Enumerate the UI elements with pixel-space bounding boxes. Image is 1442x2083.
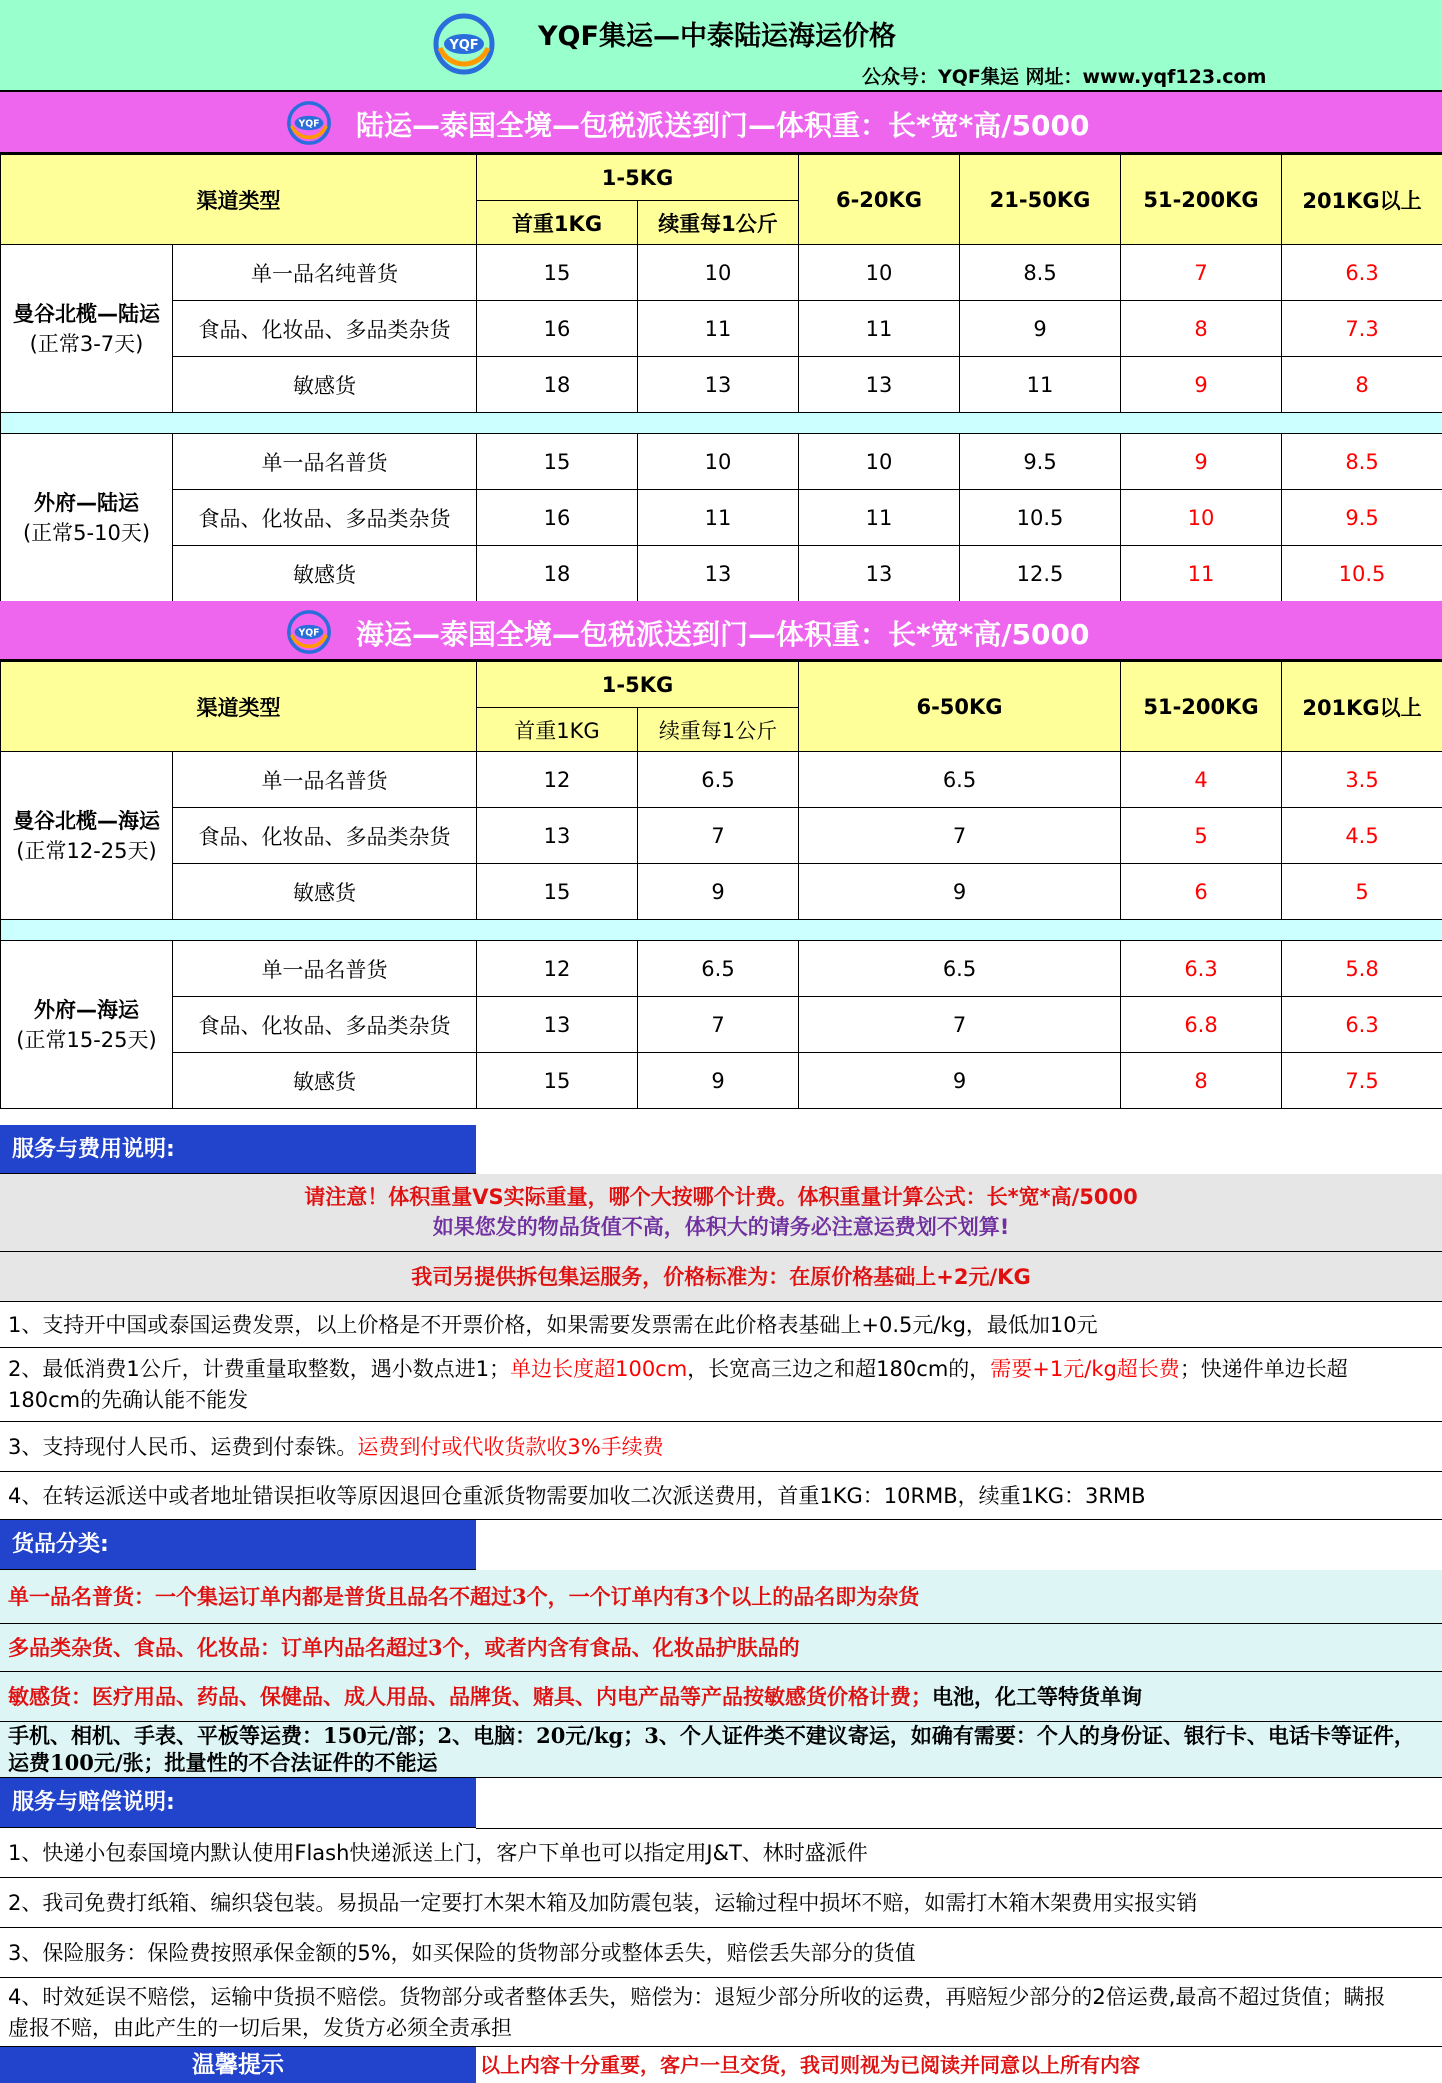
cargo-type: 单一品名普货 xyxy=(173,434,477,490)
svg-text:YQF: YQF xyxy=(298,627,320,639)
yqf-logo-icon xyxy=(432,12,496,76)
price-first: 15 xyxy=(477,434,638,490)
price-201: 10.5 xyxy=(1282,546,1442,602)
table-row xyxy=(1,245,1442,301)
volume-notice-line2: 如果您发的物品货值不高，体积大的请务必注意运费划不划算! xyxy=(432,1215,1010,1239)
unpack-notice: 我司另提供拆包集运服务，价格标准为：在原价格基础上+2元/KG xyxy=(0,1252,1442,1302)
price-51-200: 6.3 xyxy=(1121,941,1282,997)
route-cell xyxy=(1,752,173,920)
cargo-type: 单一品名纯普货 xyxy=(173,245,477,301)
price-51-200: 8 xyxy=(1121,1053,1282,1109)
price-51-200: 11 xyxy=(1121,546,1282,602)
header-channel: 渠道类型 xyxy=(1,155,477,245)
price-6-50: 7 xyxy=(799,997,1121,1053)
service-item-2-c: ，长宽高三边之和超180cm的， xyxy=(687,1357,991,1381)
header-21-50kg: 21-50KG xyxy=(960,155,1121,245)
route-name: 曼谷北榄—海运 xyxy=(13,808,160,833)
sea-heading-text: 海运—泰国全境—包税派送到门—体积重：长*宽*高/5000 xyxy=(356,618,1090,651)
service-label-blank xyxy=(476,1125,1442,1175)
price-cont: 6.5 xyxy=(638,941,799,997)
compensation-label-blank xyxy=(476,1778,1442,1829)
price-first: 15 xyxy=(477,1053,638,1109)
price-201: 6.3 xyxy=(1282,997,1442,1053)
service-item-3-b: 运费到付或代收货款收3%手续费 xyxy=(357,1435,664,1459)
footer-text: 以上内容十分重要，客户一旦交货，我司则视为已阅读并同意以上所有内容 xyxy=(480,2053,1140,2077)
price-first: 13 xyxy=(477,808,638,864)
price-21-50: 12.5 xyxy=(960,546,1121,602)
price-6-50: 9 xyxy=(799,864,1121,920)
price-51-200: 7 xyxy=(1121,245,1282,301)
price-cont: 10 xyxy=(638,245,799,301)
sea-price-table xyxy=(0,661,1442,1109)
price-first: 16 xyxy=(477,490,638,546)
price-51-200: 10 xyxy=(1121,490,1282,546)
price-cont: 7 xyxy=(638,808,799,864)
table-row xyxy=(1,434,1442,490)
compensation-item-2: 2、我司免费打纸箱、编织袋包装。易损品一定要打木架木箱及加防震包装，运输过程中损坏不赔，如需打木箱木架费用实报实销 xyxy=(0,1878,1442,1928)
header-51-200kg: 51-200KG xyxy=(1121,155,1282,245)
route-days: (正常3-7天) xyxy=(29,331,144,356)
header-51-200kg: 51-200KG xyxy=(1121,662,1282,752)
price-6-20: 10 xyxy=(799,434,960,490)
svg-text:YQF: YQF xyxy=(449,38,479,53)
price-6-20: 13 xyxy=(799,357,960,413)
header-201kg: 201KG以上 xyxy=(1282,662,1442,752)
service-item-2-e: ；快递件单边长超180cm的先确认能不能发 xyxy=(8,1357,1348,1412)
price-6-50: 7 xyxy=(799,808,1121,864)
goods-category-sensitive-b: 电池，化工等特货单询 xyxy=(932,1684,1142,1709)
cargo-type: 敏感货 xyxy=(173,1053,477,1109)
price-201: 5.8 xyxy=(1282,941,1442,997)
compensation-label: 服务与赔偿说明: xyxy=(0,1778,476,1828)
price-21-50: 8.5 xyxy=(960,245,1121,301)
land-price-table xyxy=(0,154,1442,602)
header-6-50kg: 6-50KG xyxy=(799,662,1121,752)
price-21-50: 10.5 xyxy=(960,490,1121,546)
service-item-1: 1、支持开中国或泰国运费发票，以上价格是不开票价格，如果需要发票需在此价格表基础上+0.5元/kg，最低加10元 xyxy=(0,1302,1442,1348)
price-6-50: 6.5 xyxy=(799,752,1121,808)
svg-text:YQF: YQF xyxy=(298,118,320,130)
goods-category-mixed: 多品类杂货、食品、化妆品：订单内品名超过3个，或者内含有食品、化妆品护肤品的 xyxy=(0,1624,1442,1672)
price-201: 7.3 xyxy=(1282,301,1442,357)
cargo-type: 敏感货 xyxy=(173,357,477,413)
price-cont: 7 xyxy=(638,997,799,1053)
table-row xyxy=(1,301,1442,357)
price-201: 8.5 xyxy=(1282,434,1442,490)
price-21-50: 9.5 xyxy=(960,434,1121,490)
service-item-3 xyxy=(0,1422,1442,1472)
spacer-cell xyxy=(1,920,1442,941)
price-201: 3.5 xyxy=(1282,752,1442,808)
compensation-item-3: 3、保险服务：保险费按照承保金额的5%，如买保险的货物部分或整体丢失，赔偿丢失部分的货值 xyxy=(0,1928,1442,1978)
route-name: 外府—海运 xyxy=(34,997,139,1022)
footer-label: 温馨提示 xyxy=(0,2047,476,2083)
compensation-item-4: 4、时效延误不赔偿，运输中货损不赔偿。货物部分或者整体丢失，赔偿为：退短少部分所收的运费，再赔短少部分的2倍运费,最高不超过货值；瞒报虚报不赔，由此产生的一切后果，发货方必须全责承担 xyxy=(0,1978,1442,2047)
price-51-200: 6.8 xyxy=(1121,997,1282,1053)
page-subtitle: 公众号：YQF集运 网址：www.yqf123.com xyxy=(862,66,1267,88)
price-201: 5 xyxy=(1282,864,1442,920)
cargo-type: 食品、化妆品、多品类杂货 xyxy=(173,301,477,357)
price-51-200: 5 xyxy=(1121,808,1282,864)
price-6-20: 10 xyxy=(799,245,960,301)
price-201: 6.3 xyxy=(1282,245,1442,301)
cargo-type: 单一品名普货 xyxy=(173,941,477,997)
route-cell xyxy=(1,434,173,602)
price-cont: 6.5 xyxy=(638,752,799,808)
price-first: 12 xyxy=(477,752,638,808)
service-label: 服务与费用说明: xyxy=(0,1125,476,1174)
route-cell xyxy=(1,941,173,1109)
price-first: 16 xyxy=(477,301,638,357)
header-first-kg: 首重1KG xyxy=(477,708,638,752)
price-cont: 9 xyxy=(638,864,799,920)
header-1-5kg: 1-5KG xyxy=(477,155,799,201)
price-51-200: 9 xyxy=(1121,357,1282,413)
yqf-logo-icon xyxy=(286,609,332,655)
price-first: 13 xyxy=(477,997,638,1053)
price-51-200: 8 xyxy=(1121,301,1282,357)
price-first: 12 xyxy=(477,941,638,997)
price-cont: 13 xyxy=(638,357,799,413)
price-201: 7.5 xyxy=(1282,1053,1442,1109)
route-name: 外府—陆运 xyxy=(34,490,139,515)
price-201: 9.5 xyxy=(1282,490,1442,546)
spacer-row xyxy=(1,920,1442,941)
goods-category-general: 单一品名普货：一个集运订单内都是普货且品名不超过3个，一个订单内有3个以上的品名即为杂货 xyxy=(0,1570,1442,1624)
service-item-2-d: 需要+1元/kg超长费 xyxy=(990,1357,1180,1381)
price-cont: 11 xyxy=(638,490,799,546)
price-51-200: 6 xyxy=(1121,864,1282,920)
cargo-type: 敏感货 xyxy=(173,546,477,602)
price-6-50: 9 xyxy=(799,1053,1121,1109)
cargo-type: 食品、化妆品、多品类杂货 xyxy=(173,808,477,864)
price-6-20: 13 xyxy=(799,546,960,602)
header-cont-kg: 续重每1公斤 xyxy=(638,201,799,245)
price-21-50: 11 xyxy=(960,357,1121,413)
table-row xyxy=(1,808,1442,864)
header-first-kg: 首重1KG xyxy=(477,201,638,245)
price-201: 4.5 xyxy=(1282,808,1442,864)
service-item-2 xyxy=(0,1348,1442,1422)
price-6-20: 11 xyxy=(799,490,960,546)
table-row xyxy=(1,490,1442,546)
price-6-50: 6.5 xyxy=(799,941,1121,997)
table-row xyxy=(1,997,1442,1053)
cargo-type: 单一品名普货 xyxy=(173,752,477,808)
price-cont: 9 xyxy=(638,1053,799,1109)
price-cont: 13 xyxy=(638,546,799,602)
price-cont: 10 xyxy=(638,434,799,490)
goods-label-blank xyxy=(476,1520,1442,1571)
table-row xyxy=(1,941,1442,997)
route-days: (正常15-25天) xyxy=(16,1027,157,1052)
service-item-3-a: 3、支持现付人民币、运费到付泰铢。 xyxy=(8,1435,358,1459)
cargo-type: 食品、化妆品、多品类杂货 xyxy=(173,997,477,1053)
cargo-type: 食品、化妆品、多品类杂货 xyxy=(173,490,477,546)
header-cont-kg: 续重每1公斤 xyxy=(638,708,799,752)
header-channel: 渠道类型 xyxy=(1,662,477,752)
volume-notice-line1: 请注意！体积重量VS实际重量，哪个大按哪个计费。体积重量计算公式：长*宽*高/5000 xyxy=(304,1185,1138,1209)
sea-section-heading xyxy=(0,601,1442,661)
header-6-20kg: 6-20KG xyxy=(799,155,960,245)
volume-notice xyxy=(0,1174,1442,1252)
title-band xyxy=(0,0,1442,92)
route-cell xyxy=(1,245,173,413)
spacer-cell xyxy=(1,413,1442,434)
price-6-20: 11 xyxy=(799,301,960,357)
header-1-5kg: 1-5KG xyxy=(477,662,799,708)
goods-category-electronics: 手机、相机、手表、平板等运费：150元/部；2、电脑：20元/kg；3、个人证件类不建议寄运，如确有需要：个人的身份证、银行卡、电话卡等证件，运费100元/张；批量性的不合法证件的不能运 xyxy=(0,1722,1442,1778)
cargo-type: 敏感货 xyxy=(173,864,477,920)
route-days: (正常5-10天) xyxy=(22,520,151,545)
compensation-item-1: 1、快递小包泰国境内默认使用Flash快递派送上门，客户下单也可以指定用J&T、林时盛派件 xyxy=(0,1828,1442,1878)
goods-label: 货品分类: xyxy=(0,1520,476,1570)
price-first: 18 xyxy=(477,357,638,413)
price-first: 15 xyxy=(477,245,638,301)
table-row xyxy=(1,864,1442,920)
page-title: YQF集运—中泰陆运海运价格 xyxy=(538,21,896,52)
price-first: 18 xyxy=(477,546,638,602)
price-51-200: 4 xyxy=(1121,752,1282,808)
price-201: 8 xyxy=(1282,357,1442,413)
service-item-2-b: 单边长度超100cm xyxy=(510,1357,688,1381)
service-item-4: 4、在转运派送中或者地址错误拒收等原因退回仓重派货物需要加收二次派送费用，首重1KG：10RMB，续重1KG：3RMB xyxy=(0,1472,1442,1520)
table-row xyxy=(1,357,1442,413)
yqf-logo-icon xyxy=(286,100,332,146)
route-name: 曼谷北榄—陆运 xyxy=(13,301,160,326)
table-row xyxy=(1,546,1442,602)
price-first: 15 xyxy=(477,864,638,920)
route-days: (正常12-25天) xyxy=(16,838,157,863)
goods-category-sensitive xyxy=(0,1672,1442,1722)
price-21-50: 9 xyxy=(960,301,1121,357)
table-row xyxy=(1,752,1442,808)
goods-category-sensitive-a: 敏感货：医疗用品、药品、保健品、成人用品、品牌货、赌具、内电产品等产品按敏感货价格计费； xyxy=(8,1684,932,1709)
price-cont: 11 xyxy=(638,301,799,357)
price-51-200: 9 xyxy=(1121,434,1282,490)
table-row xyxy=(1,1053,1442,1109)
service-item-2-a: 2、最低消费1公斤，计费重量取整数，遇小数点进1； xyxy=(8,1357,511,1381)
land-section-heading xyxy=(0,92,1442,154)
land-heading-text: 陆运—泰国全境—包税派送到门—体积重：长*宽*高/5000 xyxy=(356,109,1090,142)
header-201kg: 201KG以上 xyxy=(1282,155,1442,245)
spacer-row xyxy=(1,413,1442,434)
